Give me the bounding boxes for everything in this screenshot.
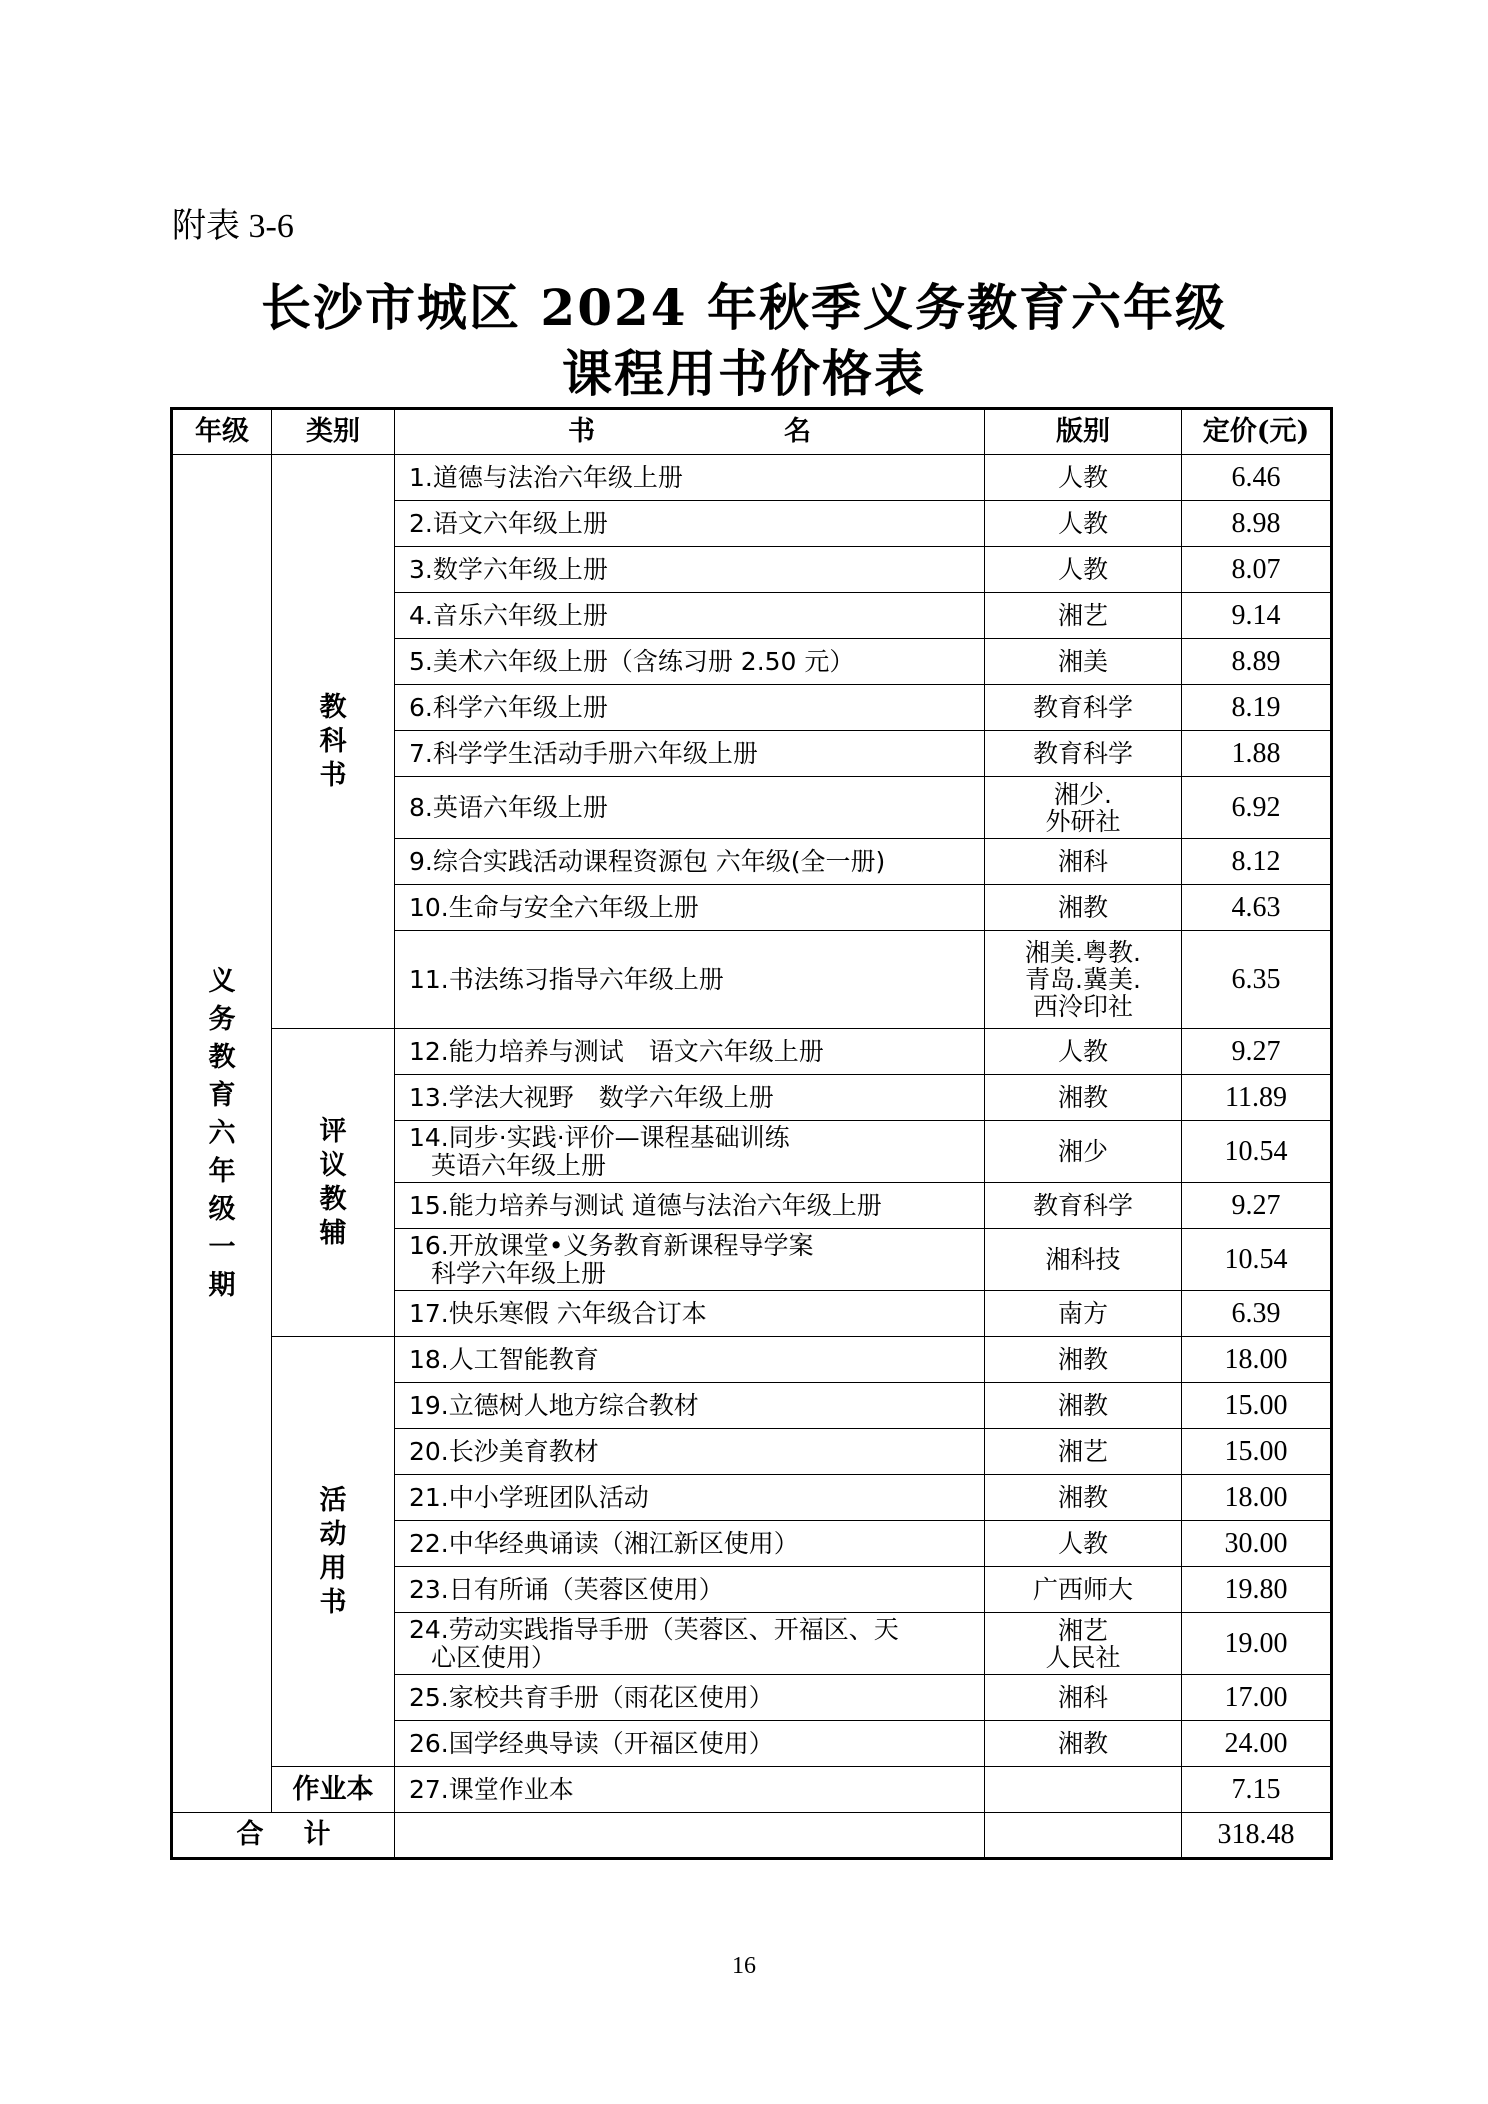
- publisher-name: 湘艺: [1057, 1437, 1108, 1466]
- publisher-name: 湘美.粤教.: [1025, 938, 1141, 967]
- publisher-cell: [985, 685, 1182, 731]
- book-name-cell: [395, 839, 985, 885]
- price-cell: 24.00: [1182, 1721, 1332, 1767]
- publisher-name: 湘艺: [1057, 1615, 1108, 1645]
- publisher-name: 湘科: [1057, 847, 1108, 876]
- book-name: 7.科学学生活动手册六年级上册: [409, 738, 758, 768]
- publisher-name: 湘科技: [1045, 1245, 1121, 1274]
- book-name: 6.科学六年级上册: [409, 692, 608, 722]
- publisher-cell: [985, 731, 1182, 777]
- price-cell: 8.07: [1182, 547, 1332, 593]
- publisher-name: 南方: [1057, 1299, 1108, 1328]
- header-price: 定价(元): [1182, 409, 1332, 455]
- price-cell: 1.88: [1182, 731, 1332, 777]
- publisher-name: 人民社: [1045, 1642, 1121, 1672]
- publisher-name: 湘科: [1057, 1683, 1108, 1712]
- book-name-cell: [395, 1183, 985, 1229]
- table-row: [172, 1767, 1332, 1813]
- price-cell: 10.54: [1182, 1229, 1332, 1291]
- price-cell: 8.89: [1182, 639, 1332, 685]
- grade-cell: [172, 455, 272, 1813]
- book-name: 23.日有所诵（芙蓉区使用）: [409, 1574, 724, 1604]
- header-row: [172, 409, 1332, 455]
- book-name-cell: [395, 1291, 985, 1337]
- category-label-review: 评议教辅: [319, 1115, 347, 1249]
- publisher-cell: [985, 1029, 1182, 1075]
- book-name-cell: [395, 885, 985, 931]
- total-empty-name: [395, 1813, 985, 1859]
- book-name-cell: [395, 501, 985, 547]
- book-name: 15.能力培养与测试 道德与法治六年级上册: [409, 1190, 882, 1220]
- publisher-name: 青岛.冀美.: [1025, 965, 1141, 994]
- book-name-cell: [395, 1521, 985, 1567]
- publisher-cell: [985, 1675, 1182, 1721]
- book-name-cell: [395, 455, 985, 501]
- price-cell: 4.63: [1182, 885, 1332, 931]
- publisher-cell: [985, 1767, 1182, 1813]
- header-publisher: 版别: [985, 409, 1182, 455]
- page-number: 16: [732, 1953, 756, 1979]
- page-title-line1: 长沙市城区 2024 年秋季义务教育六年级: [261, 278, 1227, 337]
- category-label-textbook: 教科书: [319, 691, 347, 791]
- category-label-activity: 活动用书: [319, 1484, 347, 1618]
- publisher-cell: [985, 639, 1182, 685]
- price-cell: 9.27: [1182, 1183, 1332, 1229]
- book-name-cell: [395, 1121, 985, 1183]
- publisher-name: 湘少.: [1054, 779, 1112, 809]
- publisher-name: 人教: [1057, 463, 1108, 492]
- book-name: 19.立德树人地方综合教材: [409, 1390, 699, 1420]
- publisher-name: 湘教: [1057, 1345, 1108, 1374]
- publisher-name: 湘艺: [1057, 601, 1108, 630]
- publisher-cell: [985, 839, 1182, 885]
- book-name-cell: [395, 1767, 985, 1813]
- book-name-cell: [395, 1429, 985, 1475]
- book-name: 5.美术六年级上册（含练习册 2.50 元）: [409, 646, 855, 676]
- book-name-cell: [395, 685, 985, 731]
- total-row: [172, 1813, 1332, 1859]
- publisher-name: 教育科学: [1032, 693, 1133, 722]
- appendix-label: 附表 3-6: [172, 208, 294, 245]
- publisher-name: 人教: [1057, 555, 1108, 584]
- price-cell: 15.00: [1182, 1383, 1332, 1429]
- book-name: 科学六年级上册: [431, 1258, 607, 1288]
- publisher-cell: [985, 1383, 1182, 1429]
- price-cell: 8.19: [1182, 685, 1332, 731]
- book-name: 2.语文六年级上册: [409, 508, 608, 538]
- publisher-name: 湘教: [1057, 1083, 1108, 1112]
- price-cell: 19.00: [1182, 1613, 1332, 1675]
- book-name: 1.道德与法治六年级上册: [409, 462, 683, 492]
- book-name-cell: [395, 1029, 985, 1075]
- book-name: 13.学法大视野 数学六年级上册: [409, 1082, 774, 1112]
- book-name-cell: [395, 547, 985, 593]
- book-name: 20.长沙美育教材: [409, 1436, 599, 1466]
- book-name: 26.国学经典导读（开福区使用）: [409, 1728, 774, 1758]
- table-row: [172, 1337, 1332, 1383]
- header-category: 类别: [272, 409, 395, 455]
- total-value: 318.48: [1182, 1813, 1332, 1859]
- book-name: 8.英语六年级上册: [409, 792, 608, 822]
- book-name-cell: [395, 731, 985, 777]
- book-name: 11.书法练习指导六年级上册: [409, 964, 724, 994]
- book-name-cell: [395, 1229, 985, 1291]
- book-name: 22.中华经典诵读（湘江新区使用）: [409, 1528, 799, 1558]
- table-row: [172, 455, 1332, 501]
- price-cell: 9.14: [1182, 593, 1332, 639]
- publisher-cell: [985, 1291, 1182, 1337]
- publisher-name: 人教: [1057, 509, 1108, 538]
- price-table: [170, 407, 1333, 1860]
- category-cell-homework: 作业本: [272, 1767, 395, 1813]
- book-name: 9.综合实践活动课程资源包 六年级(全一册): [409, 846, 886, 876]
- price-cell: 6.92: [1182, 777, 1332, 839]
- publisher-name: 湘美: [1057, 647, 1108, 676]
- book-name: 10.生命与安全六年级上册: [409, 892, 699, 922]
- book-name: 3.数学六年级上册: [409, 554, 608, 584]
- publisher-cell: [985, 1337, 1182, 1383]
- price-cell: 10.54: [1182, 1121, 1332, 1183]
- publisher-cell: [985, 501, 1182, 547]
- publisher-name: 湘教: [1057, 893, 1108, 922]
- price-cell: 17.00: [1182, 1675, 1332, 1721]
- grade-label: 义务教育六年级一期: [208, 965, 236, 1301]
- publisher-cell: [985, 1721, 1182, 1767]
- book-name: 21.中小学班团队活动: [409, 1482, 649, 1512]
- price-cell: 15.00: [1182, 1429, 1332, 1475]
- publisher-name: 湘教: [1057, 1483, 1108, 1512]
- book-name-cell: [395, 593, 985, 639]
- book-name: 17.快乐寒假 六年级合订本: [409, 1298, 707, 1328]
- price-cell: 19.80: [1182, 1567, 1332, 1613]
- book-name: 27.课堂作业本: [409, 1774, 574, 1804]
- publisher-name: 西泠印社: [1032, 992, 1133, 1021]
- book-name: 25.家校共育手册（雨花区使用）: [409, 1682, 774, 1712]
- publisher-name: 人教: [1057, 1529, 1108, 1558]
- book-name-cell: [395, 1383, 985, 1429]
- header-name: 书 名: [395, 409, 985, 455]
- book-name: 18.人工智能教育: [409, 1344, 599, 1374]
- price-cell: 18.00: [1182, 1475, 1332, 1521]
- book-name-cell: [395, 1337, 985, 1383]
- book-name: 4.音乐六年级上册: [409, 600, 608, 630]
- book-name: 16.开放课堂•义务教育新课程导学案: [409, 1230, 814, 1260]
- book-name: 心区使用）: [431, 1642, 557, 1672]
- price-cell: 8.12: [1182, 839, 1332, 885]
- publisher-name: 教育科学: [1032, 1191, 1133, 1220]
- publisher-name: 湘少: [1057, 1137, 1108, 1166]
- price-cell: 8.98: [1182, 501, 1332, 547]
- book-name-cell: [395, 1721, 985, 1767]
- publisher-cell: [985, 1613, 1182, 1675]
- publisher-name: 外研社: [1045, 806, 1121, 836]
- book-name-cell: [395, 777, 985, 839]
- publisher-cell: [985, 1567, 1182, 1613]
- publisher-name: 人教: [1057, 1037, 1108, 1066]
- publisher-cell: [985, 1429, 1182, 1475]
- book-name-cell: [395, 1567, 985, 1613]
- publisher-name: 广西师大: [1032, 1575, 1133, 1604]
- price-cell: 6.46: [1182, 455, 1332, 501]
- publisher-cell: [985, 547, 1182, 593]
- book-name-cell: [395, 639, 985, 685]
- publisher-cell: [985, 1475, 1182, 1521]
- publisher-cell: [985, 1521, 1182, 1567]
- table-row: [172, 1029, 1332, 1075]
- publisher-name: 湘教: [1057, 1729, 1108, 1758]
- book-name-cell: [395, 1075, 985, 1121]
- publisher-cell: [985, 777, 1182, 839]
- publisher-cell: [985, 885, 1182, 931]
- publisher-cell: [985, 455, 1182, 501]
- total-label: 合计: [172, 1813, 395, 1859]
- publisher-cell: [985, 593, 1182, 639]
- book-name: 12.能力培养与测试 语文六年级上册: [409, 1036, 824, 1066]
- book-name: 14.同步·实践·评价—课程基础训练: [409, 1122, 790, 1152]
- publisher-cell: [985, 1121, 1182, 1183]
- publisher-name: 教育科学: [1032, 739, 1133, 768]
- category-cell-review: [272, 1029, 395, 1337]
- price-cell: 6.39: [1182, 1291, 1332, 1337]
- table-body: [172, 455, 1332, 1859]
- page-title-line2: 课程用书价格表: [562, 344, 926, 403]
- price-cell: 11.89: [1182, 1075, 1332, 1121]
- price-cell: 7.15: [1182, 1767, 1332, 1813]
- book-name: 英语六年级上册: [431, 1150, 607, 1180]
- total-empty-publisher: [985, 1813, 1182, 1859]
- header-grade: 年级: [172, 409, 272, 455]
- publisher-cell: [985, 1075, 1182, 1121]
- publisher-name: 湘教: [1057, 1391, 1108, 1420]
- category-cell-textbook: [272, 455, 395, 1029]
- price-cell: 6.35: [1182, 931, 1332, 1029]
- book-name-cell: [395, 1613, 985, 1675]
- price-cell: 9.27: [1182, 1029, 1332, 1075]
- publisher-cell: [985, 931, 1182, 1029]
- publisher-cell: [985, 1229, 1182, 1291]
- price-cell: 18.00: [1182, 1337, 1332, 1383]
- book-name-cell: [395, 1675, 985, 1721]
- category-cell-activity: [272, 1337, 395, 1767]
- book-name: 24.劳动实践指导手册（芙蓉区、开福区、天: [409, 1614, 899, 1644]
- publisher-cell: [985, 1183, 1182, 1229]
- book-name-cell: [395, 931, 985, 1029]
- book-name-cell: [395, 1475, 985, 1521]
- price-cell: 30.00: [1182, 1521, 1332, 1567]
